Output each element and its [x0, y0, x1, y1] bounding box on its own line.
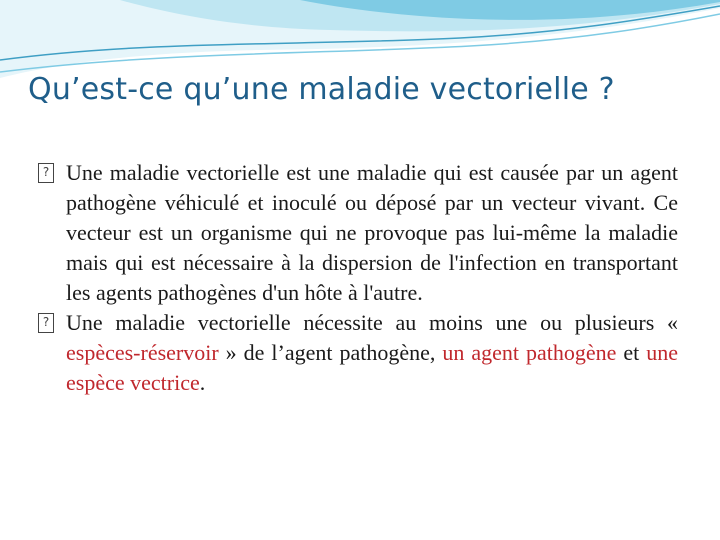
paragraph-requirements-text: Une maladie vectorielle nécessite au moins une ou plusieurs « [66, 310, 678, 335]
paragraph-requirements-text: et [616, 340, 647, 365]
slide-body [38, 158, 678, 398]
paragraph-definition [38, 158, 678, 308]
bullet-icon: ? [38, 163, 54, 183]
highlight-vector-species: une espèce vectrice [66, 340, 678, 395]
bullet-icon: ? [38, 313, 54, 333]
paragraph-requirements-text: » de l’agent pathogène, [218, 340, 443, 365]
highlight-pathogen: un agent pathogène [442, 340, 617, 365]
highlight-reservoir-species: espèces-réservoir [66, 340, 219, 365]
paragraph-requirements [38, 308, 678, 398]
paragraph-requirements-text: . [199, 370, 206, 395]
paragraph-definition-text: Une maladie vectorielle est une maladie qui est causée par un agent pathogène véhiculé et inoculé ou déposé par un vecteur vivant. Ce vecteur est un organisme qui ne provoque pas lui-même la maladie mais qui est nécessaire à la dispersion de l'infection en transportant les agents pathogènes d'un hôte à l'autre. [66, 160, 678, 305]
slide-title: Qu’est-ce qu’une maladie vectorielle ? [28, 72, 615, 107]
